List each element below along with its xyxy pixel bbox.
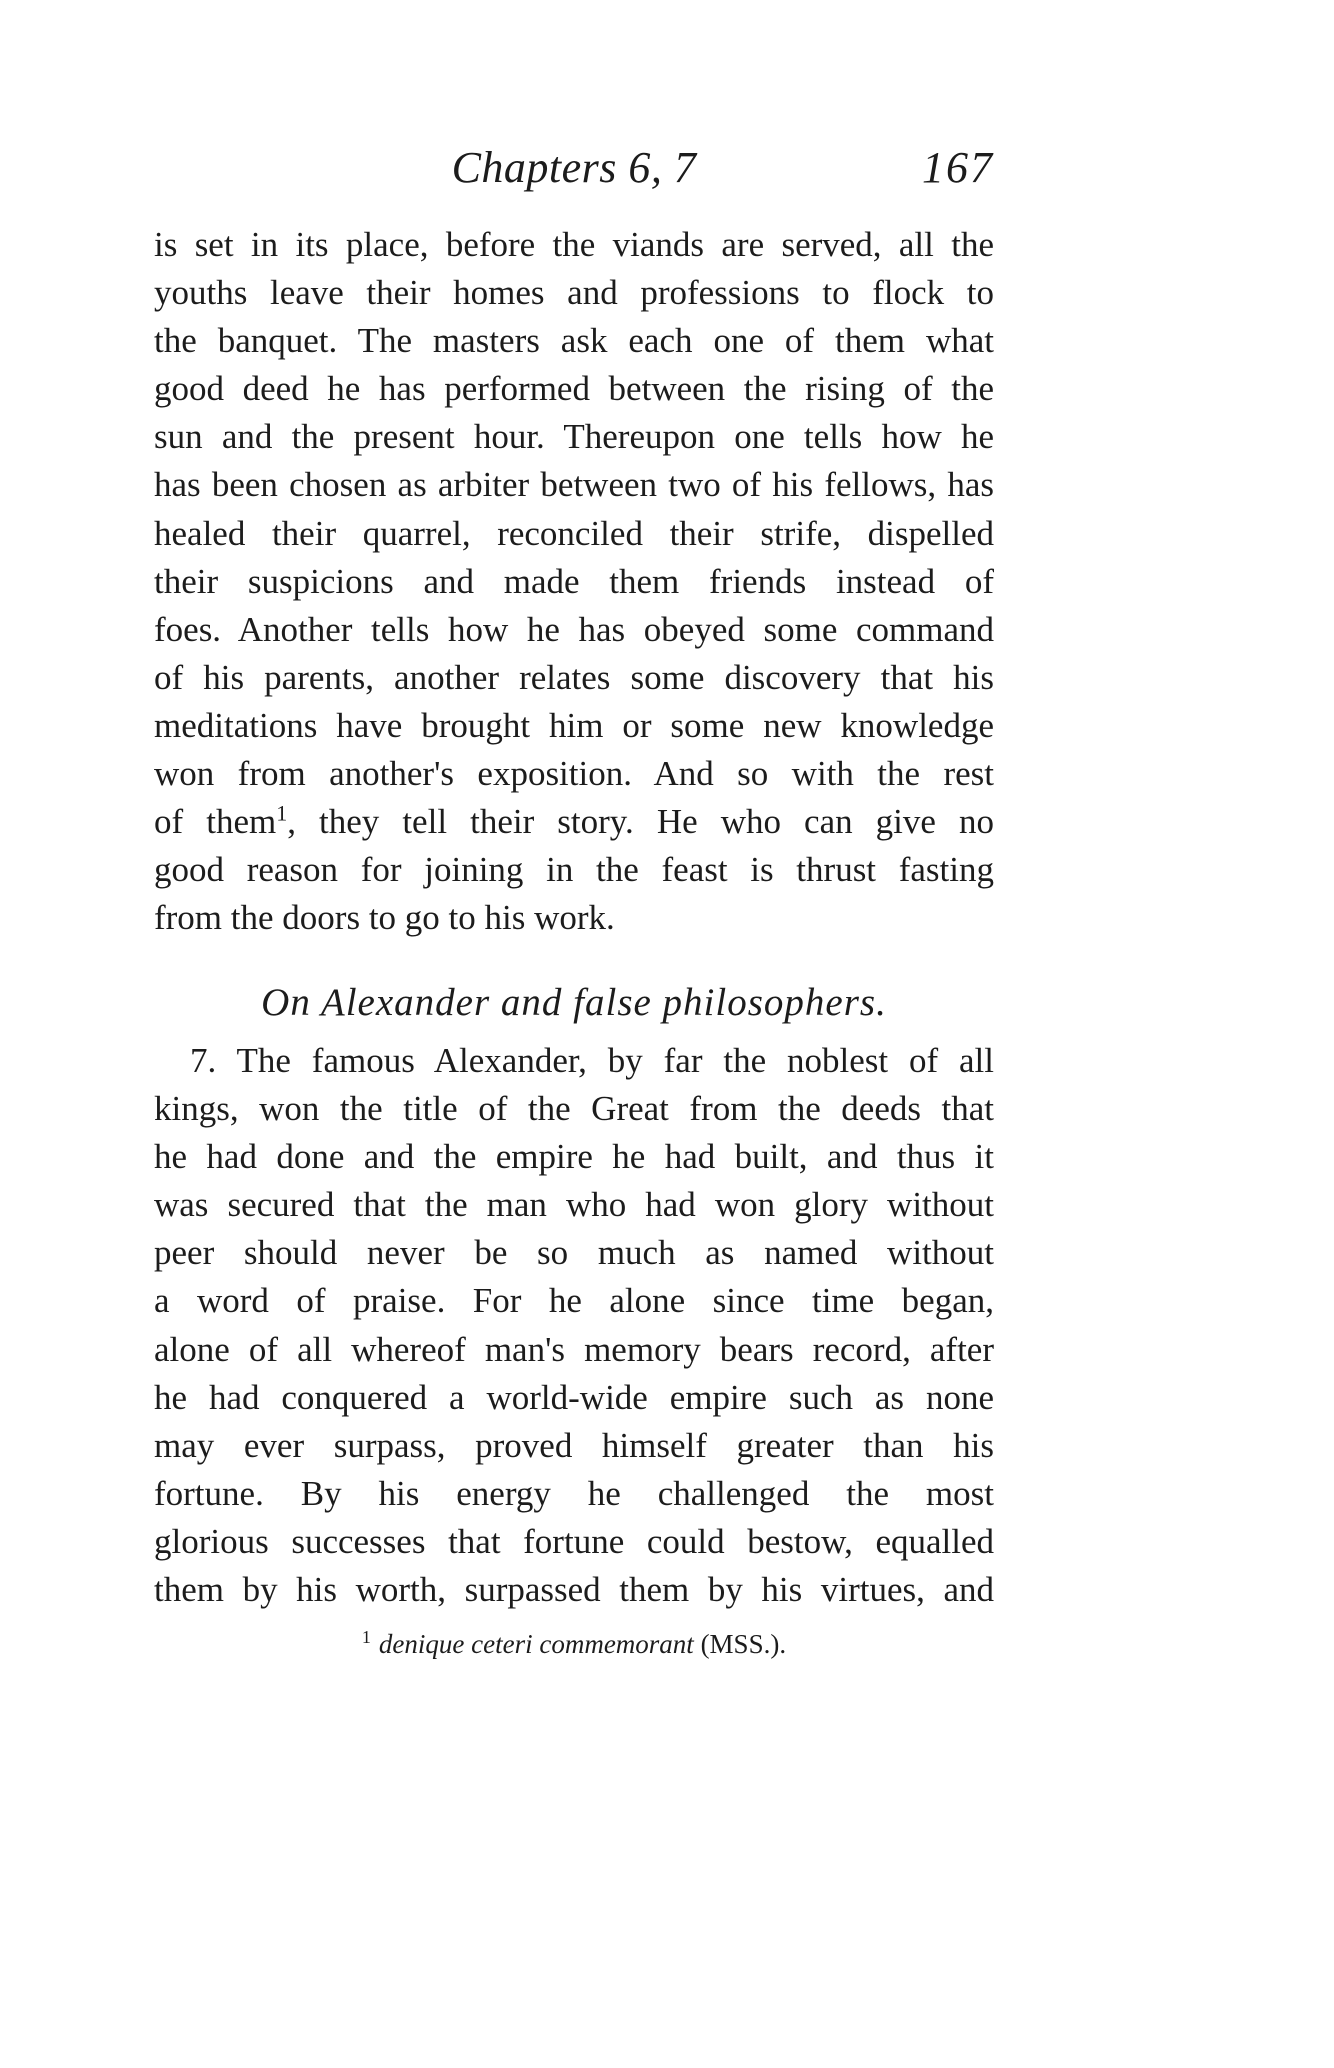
text-line: sun and the present hour. Thereupon one tells how he: [154, 417, 994, 457]
text-line: alone of all whereof man's memory bears record, after: [154, 1329, 994, 1369]
text-line: healed their quarrel, reconciled their strife, dispelled: [154, 513, 994, 553]
text-line: peer should never be so much as named without: [154, 1233, 994, 1273]
text-line: from the doors to go to his work.: [154, 898, 615, 938]
page-header: [154, 138, 994, 198]
text-fragment: of them: [154, 802, 277, 842]
text-line: he had conquered a world-wide empire such as none: [154, 1377, 994, 1417]
footnote-marker: 1: [361, 1627, 371, 1647]
text-line: good deed he has performed between the rising of the: [154, 369, 994, 409]
text-line: was secured that the man who had won glory without: [154, 1185, 994, 1225]
running-head: Chapters 6, 7: [451, 143, 697, 192]
text-line: may ever surpass, proved himself greater than his: [154, 1425, 994, 1465]
section-heading: On Alexander and false philosophers.: [261, 981, 887, 1024]
text-line: foes. Another tells how he has obeyed some command: [154, 609, 994, 649]
text-line: youths leave their homes and professions to flock to: [154, 273, 994, 313]
footnote-latin-text: denique ceteri commemorant: [378, 1629, 694, 1659]
text-line: their suspicions and made them friends instead of: [154, 561, 994, 601]
text-line-with-footnote-ref: [154, 798, 994, 846]
text-line: a word of praise. For he alone since time began,: [154, 1281, 994, 1321]
text-fragment: , they tell their story. He who can give no: [287, 802, 994, 842]
text-line: is set in its place, before the viands are served, all the: [154, 225, 994, 264]
text-line: glorious successes that fortune could bestow, equalled: [154, 1521, 994, 1561]
footnote-source: (MSS.).: [700, 1629, 787, 1659]
text-line: kings, won the title of the Great from the deeds that: [154, 1089, 994, 1129]
paragraph-alexander: [154, 1037, 994, 1614]
footnote: [154, 1624, 994, 1664]
paragraph-banquet: [154, 221, 994, 942]
text-line: good reason for joining in the feast is thrust fasting: [154, 850, 994, 890]
text-line: has been chosen as arbiter between two of his fellows, has: [154, 465, 994, 505]
text-line: of his parents, another relates some discovery that his: [154, 657, 994, 697]
text-line: he had done and the empire he had built, and thus it: [154, 1137, 994, 1177]
footnote-reference: 1: [276, 800, 288, 826]
text-line: meditations have brought him or some new knowledge: [154, 705, 994, 745]
text-line: them by his worth, surpassed them by his virtues, and: [154, 1570, 994, 1610]
page-number: 167: [922, 143, 994, 192]
text-line: won from another's exposition. And so with the rest: [154, 754, 994, 794]
text-line: fortune. By his energy he challenged the most: [154, 1473, 994, 1513]
text-line: 7. The famous Alexander, by far the noblest of all: [190, 1041, 994, 1080]
text-line: the banquet. The masters ask each one of them what: [154, 321, 994, 361]
